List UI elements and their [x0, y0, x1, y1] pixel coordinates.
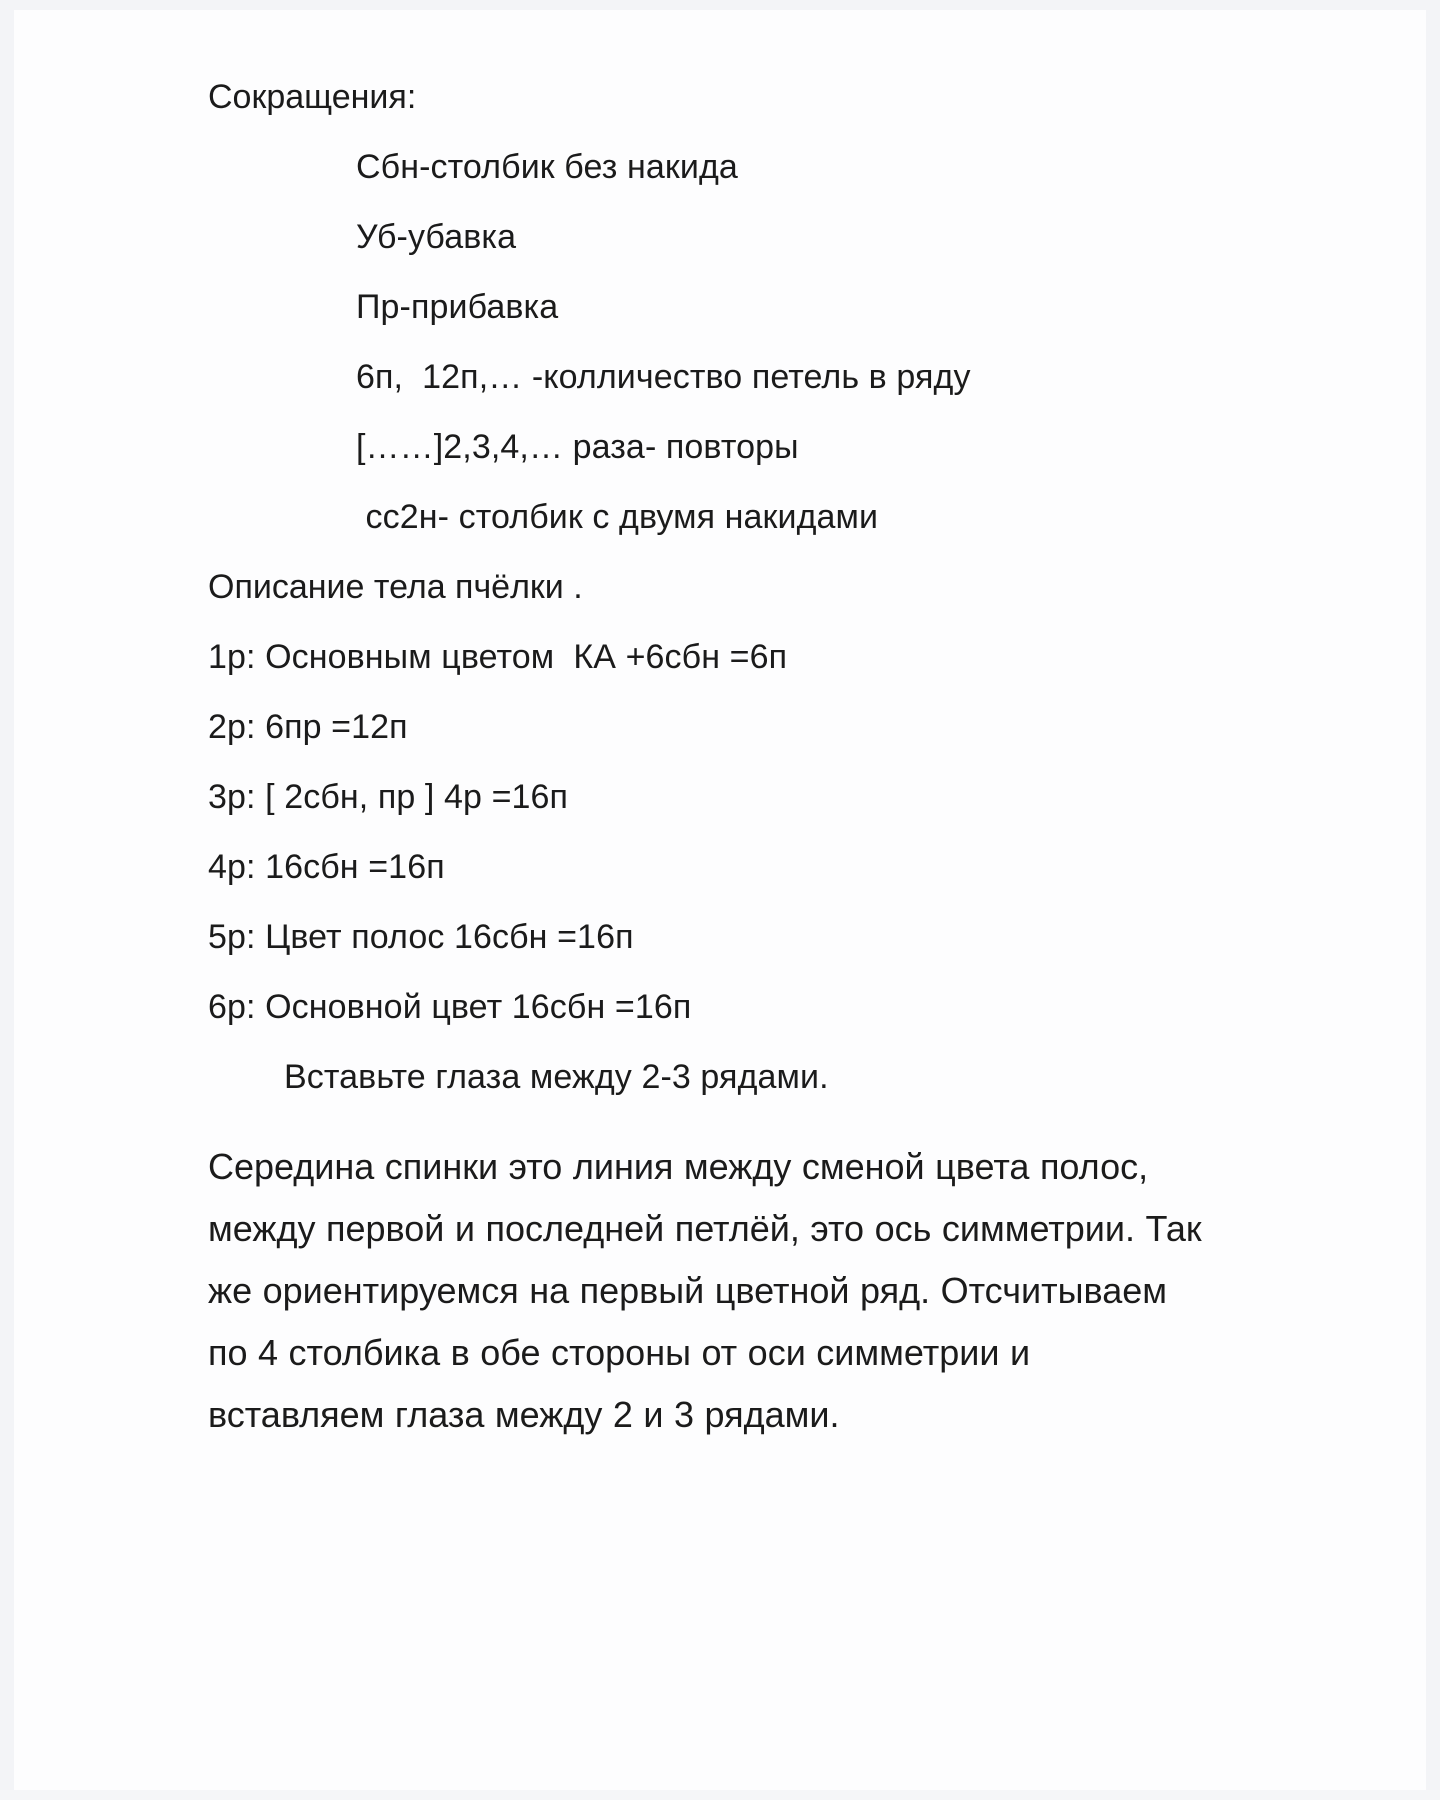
abbreviation-item: сс2н- столбик с двумя накидами — [356, 498, 879, 536]
abbreviations-heading: Сокращения: — [208, 78, 417, 116]
document-text-body — [208, 62, 1228, 1446]
abbreviation-item: [……]2,3,4,… раза- повторы — [356, 428, 799, 466]
abbreviation-item: Пр-прибавка — [356, 288, 559, 326]
pattern-row: 2р: 6пр =12п — [208, 708, 408, 746]
closing-paragraph: Середина спинки это линия между сменой цвета полос, между первой и последней петлёй, это ось симметрии. Так же ориентируемся на первый цветной ряд. Отсчитываем по 4 столбика в обе стороны от оси симметрии и вставляем глаза между 2 и 3 рядами. — [208, 1146, 1202, 1435]
page-edge-bottom — [0, 1790, 1440, 1800]
page-edge-left — [0, 0, 14, 1800]
pattern-row: 5р: Цвет полос 16сбн =16п — [208, 918, 634, 956]
pattern-rows-list — [208, 622, 1228, 1042]
page-edge-right — [1426, 0, 1440, 1800]
page-edge-top — [0, 0, 1440, 10]
pattern-row: 6р: Основной цвет 16сбн =16п — [208, 988, 692, 1026]
pattern-row: 3р: [ 2сбн, пр ] 4р =16п — [208, 778, 569, 816]
pattern-row: 4р: 16сбн =16п — [208, 848, 445, 886]
abbreviations-list — [208, 132, 1228, 552]
pattern-row: 1р: Основным цветом КА +6сбн =6п — [208, 638, 788, 676]
paragraph-spacer — [208, 1112, 1228, 1118]
abbreviation-item: Уб-убавка — [356, 218, 517, 256]
abbreviation-item: 6п, 12п,… -колличество петель в ряду — [356, 358, 971, 396]
body-section-heading: Описание тела пчёлки . — [208, 568, 583, 606]
eyes-placement-note: Вставьте глаза между 2-3 рядами. — [284, 1058, 829, 1096]
abbreviation-item: Сбн-столбик без накида — [356, 148, 738, 186]
